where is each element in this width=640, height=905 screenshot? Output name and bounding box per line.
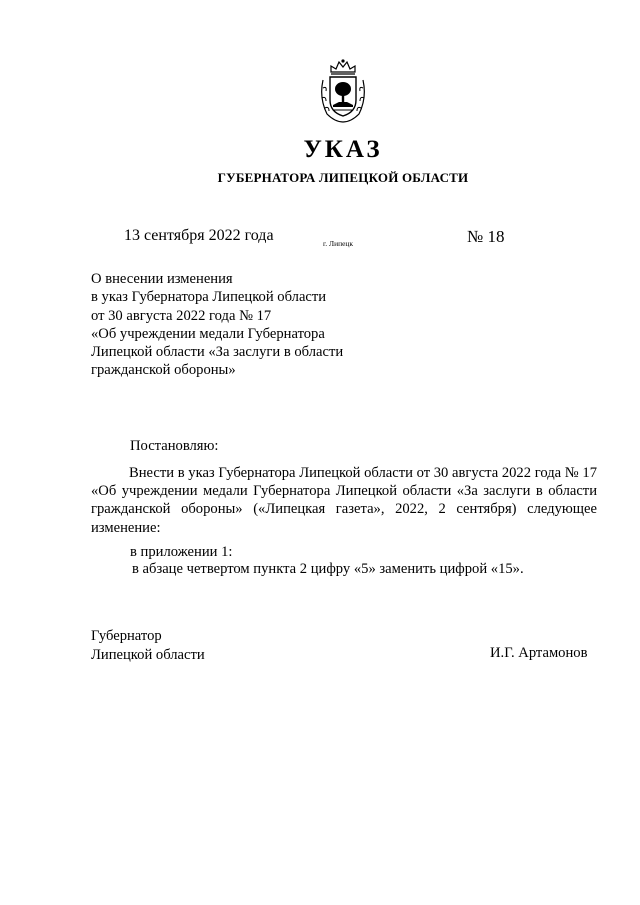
subject-line: Липецкой области «За заслуги в области xyxy=(91,344,344,361)
change-instruction: в абзаце четвертом пункта 2 цифру «5» заменить цифрой «15». xyxy=(132,561,524,577)
body-paragraph: Внести в указ Губернатора Липецкой области от 30 августа 2022 года № 17 «Об учреждении медали Губернатора Липецкой области «За заслуги в области гражданской обороны» («Липецкая газета», 2022, 2 сентября) следующее изменение: xyxy=(91,465,597,536)
subject-line: гражданской обороны» xyxy=(91,362,236,379)
document-issuer: ГУБЕРНАТОРА ЛИПЕЦКОЙ ОБЛАСТИ xyxy=(217,170,469,185)
signatory-position-line: Губернатор xyxy=(91,628,162,644)
document-title: УКАЗ xyxy=(303,136,383,163)
subject-line: О внесении изменения xyxy=(91,271,233,287)
document-date: 13 сентября 2022 года xyxy=(124,227,274,244)
subject-line: от 30 августа 2022 года № 17 xyxy=(91,307,272,324)
subject-line: в указ Губернатора Липецкой области xyxy=(91,289,327,306)
document-subject xyxy=(91,270,391,380)
resolve-heading: Постановляю: xyxy=(130,438,219,454)
subject-line: «Об учреждении медали Губернатора xyxy=(91,325,325,342)
lipetsk-coat-of-arms-icon xyxy=(319,58,367,124)
appendix-reference: в приложении 1: xyxy=(130,544,233,560)
signatory-name: И.Г. Артамонов xyxy=(490,645,588,661)
document-number: № 18 xyxy=(467,227,505,246)
document-city: г. Липецк xyxy=(323,239,354,248)
signatory-position xyxy=(91,627,205,664)
signatory-position-line: Липецкой области xyxy=(91,646,205,663)
